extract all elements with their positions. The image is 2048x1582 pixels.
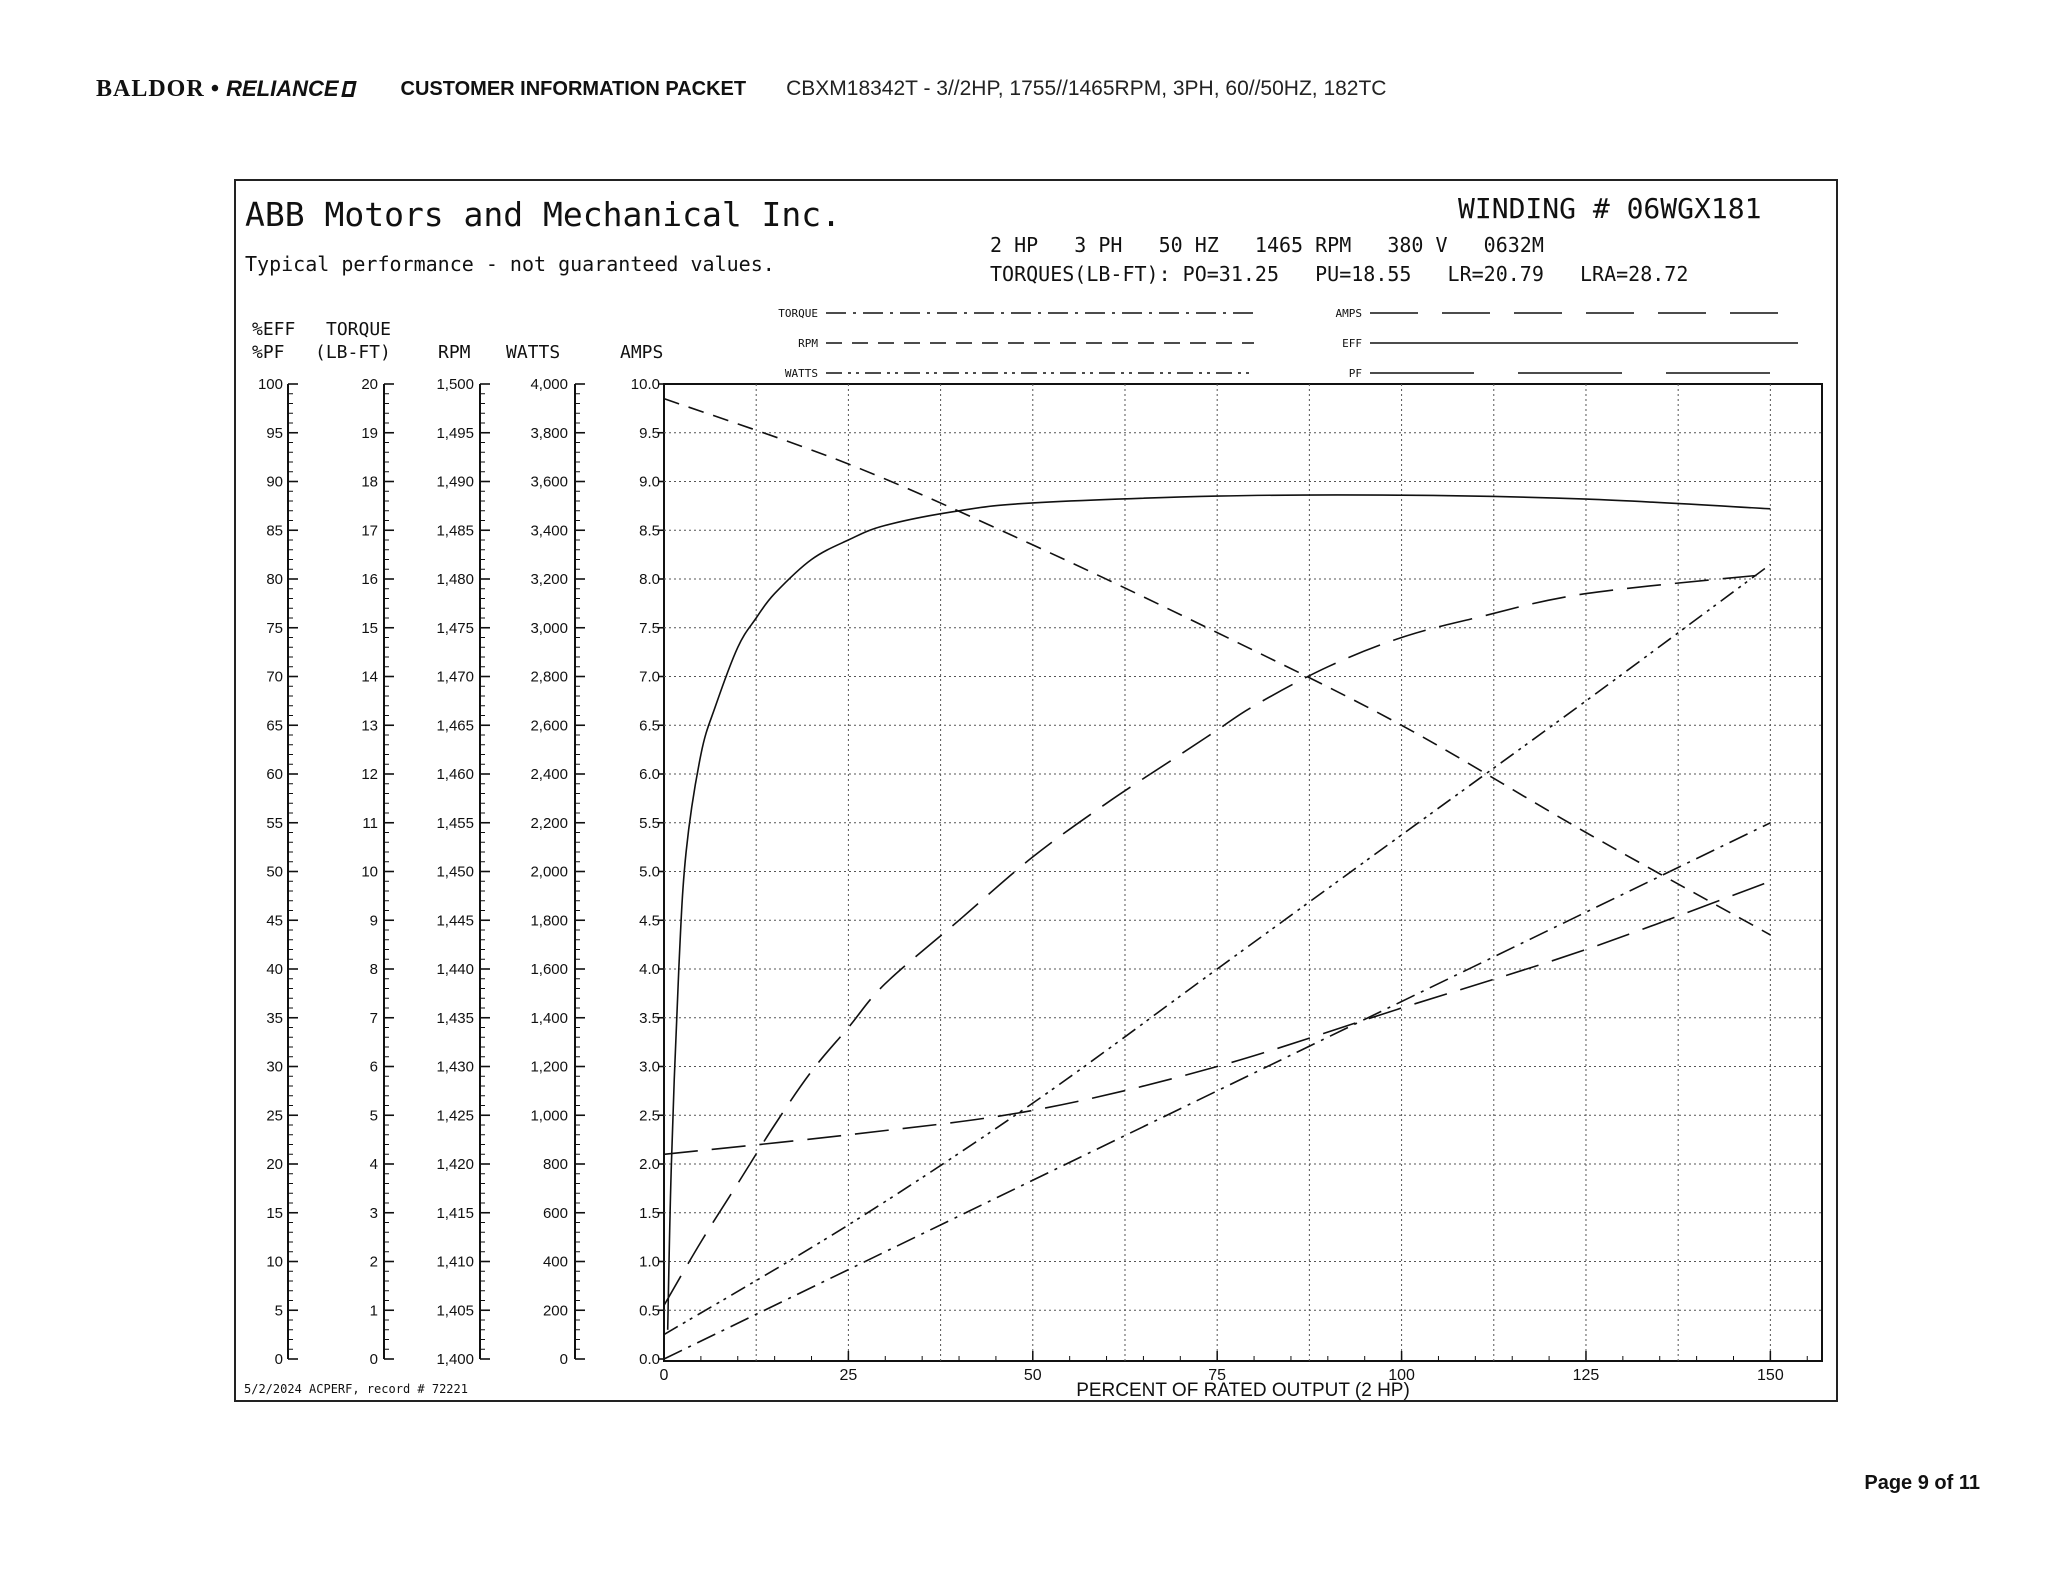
watts-tick-label: 3,400 bbox=[530, 522, 568, 540]
winding-number: WINDING # 06WGX181 bbox=[1458, 192, 1762, 225]
record-stamp: 5/2/2024 ACPERF, record # 72221 bbox=[244, 1382, 468, 1396]
rpm-tick-label: 1,465 bbox=[436, 717, 474, 735]
chart-legend bbox=[778, 307, 1798, 380]
rpm-tick-label: 1,400 bbox=[436, 1351, 474, 1368]
legend-label: PF bbox=[1348, 367, 1362, 380]
amps-tick-label: 6.0 bbox=[639, 766, 660, 783]
eff_pf-tick-label: 75 bbox=[266, 619, 283, 637]
eff_pf-tick-label: 30 bbox=[266, 1058, 283, 1076]
legend-label: EFF bbox=[1342, 337, 1362, 350]
amps-tick-label: 8.5 bbox=[639, 522, 660, 540]
amps-tick-label: 5.5 bbox=[639, 814, 660, 832]
rpm-tick-label: 1,470 bbox=[436, 668, 474, 686]
eff_pf-tick-label: 85 bbox=[266, 522, 283, 540]
watts-tick-label: 600 bbox=[542, 1204, 568, 1222]
amps-tick-label: 1.5 bbox=[639, 1204, 660, 1222]
watts-header: WATTS bbox=[506, 342, 561, 363]
legend-label: AMPS bbox=[1335, 307, 1362, 320]
eff_pf-tick-label: 45 bbox=[266, 912, 283, 930]
amps-tick-label: 6.5 bbox=[639, 717, 660, 735]
torque-tick-label: 3 bbox=[369, 1204, 378, 1222]
eff_pf-tick-label: 10 bbox=[266, 1253, 283, 1271]
watts-tick-label: 3,800 bbox=[530, 424, 568, 442]
legend-label: RPM bbox=[798, 337, 818, 350]
torque-tick-label: 0 bbox=[369, 1351, 378, 1368]
amps-tick-label: 4.0 bbox=[639, 961, 660, 978]
torque-tick-label: 10 bbox=[361, 863, 378, 881]
x-tick-label: 50 bbox=[1023, 1367, 1042, 1384]
amps-tick-label: 7.5 bbox=[639, 619, 660, 637]
x-tick-label: 0 bbox=[659, 1367, 669, 1384]
watts-tick-label: 2,800 bbox=[530, 668, 568, 686]
amps-header: AMPS bbox=[620, 342, 664, 363]
x-tick-label: 100 bbox=[1388, 1367, 1415, 1384]
rpm-tick-label: 1,440 bbox=[436, 961, 474, 978]
watts-tick-label: 1,400 bbox=[530, 1009, 568, 1027]
torque-tick-label: 8 bbox=[369, 961, 378, 978]
rpm-tick-label: 1,455 bbox=[436, 814, 474, 832]
torque-tick-label: 12 bbox=[361, 766, 378, 783]
company-name: ABB Motors and Mechanical Inc. bbox=[245, 195, 842, 234]
amps-tick-label: 4.5 bbox=[639, 912, 660, 930]
watts-tick-label: 1,800 bbox=[530, 912, 568, 930]
x-tick-label: 25 bbox=[839, 1367, 858, 1384]
watts-tick-label: 1,600 bbox=[530, 961, 568, 978]
rpm-tick-label: 1,460 bbox=[436, 766, 474, 783]
rpm-tick-label: 1,405 bbox=[436, 1302, 474, 1320]
torque-tick-label: 7 bbox=[369, 1009, 378, 1027]
rpm-tick-label: 1,425 bbox=[436, 1107, 474, 1125]
watts-tick-label: 2,200 bbox=[530, 814, 568, 832]
rating-line: 2 HP 3 PH 50 HZ 1465 RPM 380 V 0632M bbox=[990, 233, 1544, 257]
eff_pf-tick-label: 35 bbox=[266, 1009, 283, 1027]
watts-tick-label: 800 bbox=[542, 1156, 568, 1173]
x-axis-label: PERCENT OF RATED OUTPUT (2 HP) bbox=[1076, 1380, 1410, 1401]
torque-tick-label: 13 bbox=[361, 717, 378, 735]
model-line: CBXM18342T - 3//2HP, 1755//1465RPM, 3PH, 60//50HZ, 182TC bbox=[786, 77, 1387, 100]
torque-header: TORQUE bbox=[326, 319, 392, 340]
eff_pf-tick-label: 95 bbox=[266, 424, 283, 442]
torque-tick-label: 6 bbox=[369, 1058, 378, 1076]
amps-tick-label: 10.0 bbox=[630, 376, 660, 393]
rpm-tick-label: 1,410 bbox=[436, 1253, 474, 1271]
eff_pf-tick-label: 80 bbox=[266, 571, 283, 588]
rpm-tick-label: 1,445 bbox=[436, 912, 474, 930]
rpm-tick-label: 1,415 bbox=[436, 1204, 474, 1222]
rpm-tick-label: 1,480 bbox=[436, 571, 474, 588]
packet-title: CUSTOMER INFORMATION PACKET bbox=[400, 77, 747, 100]
watts-tick-label: 3,000 bbox=[530, 619, 568, 637]
torque-tick-label: 15 bbox=[361, 619, 378, 637]
eff_pf-tick-label: 60 bbox=[266, 766, 283, 783]
brand-separator: • bbox=[210, 75, 221, 102]
rpm-tick-label: 1,485 bbox=[436, 522, 474, 540]
eff_pf-tick-label: 25 bbox=[266, 1107, 283, 1125]
watts-tick-label: 3,600 bbox=[530, 473, 568, 491]
x-tick-label: 125 bbox=[1572, 1367, 1600, 1384]
torque-tick-label: 1 bbox=[369, 1302, 378, 1320]
rpm-tick-label: 1,495 bbox=[436, 424, 474, 442]
torque-tick-label: 9 bbox=[369, 912, 378, 930]
pf-header: %PF bbox=[252, 342, 285, 363]
eff_pf-tick-label: 15 bbox=[266, 1204, 283, 1222]
amps-tick-label: 2.0 bbox=[639, 1156, 660, 1173]
watts-tick-label: 0 bbox=[559, 1351, 568, 1368]
amps-tick-label: 8.0 bbox=[639, 571, 660, 588]
watts-tick-label: 2,400 bbox=[530, 766, 568, 783]
watts-tick-label: 4,000 bbox=[530, 376, 568, 393]
torques-line: TORQUES(LB-FT): PO=31.25 PU=18.55 LR=20.79 LRA=28.72 bbox=[990, 262, 1689, 286]
amps-tick-label: 3.5 bbox=[639, 1009, 660, 1027]
eff-header: %EFF bbox=[252, 319, 296, 340]
eff_pf-tick-label: 0 bbox=[274, 1351, 283, 1368]
value-scales bbox=[258, 376, 664, 1368]
x-tick-label: 75 bbox=[1208, 1367, 1227, 1384]
amps-tick-label: 5.0 bbox=[639, 863, 660, 881]
torque-tick-label: 17 bbox=[361, 522, 378, 540]
torque-tick-label: 11 bbox=[362, 814, 378, 832]
eff_pf-tick-label: 50 bbox=[266, 863, 283, 881]
rpm-tick-label: 1,500 bbox=[436, 376, 474, 393]
brand-reliance: RELIANCE bbox=[226, 76, 339, 101]
torque-unit-header: (LB-FT) bbox=[315, 342, 391, 363]
series-eff-line bbox=[668, 495, 1771, 1330]
watts-tick-label: 3,200 bbox=[530, 571, 568, 588]
amps-tick-label: 1.0 bbox=[639, 1253, 660, 1271]
rpm-header: RPM bbox=[438, 342, 471, 363]
rpm-tick-label: 1,420 bbox=[436, 1156, 474, 1173]
eff_pf-tick-label: 100 bbox=[257, 376, 283, 393]
page-number: Page 9 of 11 bbox=[1864, 1472, 1980, 1494]
amps-tick-label: 9.0 bbox=[639, 473, 660, 491]
eff_pf-tick-label: 90 bbox=[266, 473, 283, 491]
disclaimer-note: Typical performance - not guaranteed values. bbox=[245, 252, 775, 276]
amps-tick-label: 0.5 bbox=[639, 1302, 660, 1320]
torque-tick-label: 5 bbox=[369, 1107, 378, 1125]
torque-tick-label: 16 bbox=[361, 571, 378, 588]
rpm-tick-label: 1,475 bbox=[436, 619, 474, 637]
torque-tick-label: 14 bbox=[361, 668, 378, 686]
torque-tick-label: 19 bbox=[361, 424, 378, 442]
eff_pf-tick-label: 70 bbox=[266, 668, 283, 686]
amps-tick-label: 7.0 bbox=[639, 668, 660, 686]
torque-tick-label: 2 bbox=[369, 1253, 378, 1271]
watts-tick-label: 1,000 bbox=[530, 1107, 568, 1125]
rpm-tick-label: 1,430 bbox=[436, 1058, 474, 1076]
legend-label: WATTS bbox=[784, 367, 818, 380]
watts-tick-label: 2,000 bbox=[530, 863, 568, 881]
amps-tick-label: 0.0 bbox=[639, 1351, 660, 1368]
plot-border bbox=[664, 384, 1822, 1361]
eff_pf-tick-label: 65 bbox=[266, 717, 283, 735]
amps-tick-label: 2.5 bbox=[639, 1107, 660, 1125]
plot-area bbox=[660, 384, 1822, 1384]
rpm-tick-label: 1,435 bbox=[436, 1009, 474, 1027]
rpm-tick-label: 1,450 bbox=[436, 863, 474, 881]
watts-tick-label: 2,600 bbox=[530, 717, 568, 735]
amps-tick-label: 3.0 bbox=[639, 1058, 660, 1076]
watts-tick-label: 1,200 bbox=[530, 1058, 568, 1076]
eff_pf-tick-label: 55 bbox=[266, 814, 283, 832]
x-tick-label: 150 bbox=[1757, 1367, 1784, 1384]
torque-tick-label: 18 bbox=[361, 473, 378, 491]
eff_pf-tick-label: 5 bbox=[274, 1302, 283, 1320]
legend-label: TORQUE bbox=[778, 307, 818, 320]
eff_pf-tick-label: 40 bbox=[266, 961, 283, 978]
torque-tick-label: 20 bbox=[361, 376, 378, 393]
watts-tick-label: 400 bbox=[542, 1253, 568, 1271]
eff_pf-tick-label: 20 bbox=[266, 1156, 283, 1173]
rpm-tick-label: 1,490 bbox=[436, 473, 474, 491]
watts-tick-label: 200 bbox=[542, 1302, 568, 1320]
brand-baldor: BALDOR bbox=[96, 75, 205, 102]
amps-tick-label: 9.5 bbox=[639, 424, 660, 442]
torque-tick-label: 4 bbox=[369, 1156, 378, 1173]
